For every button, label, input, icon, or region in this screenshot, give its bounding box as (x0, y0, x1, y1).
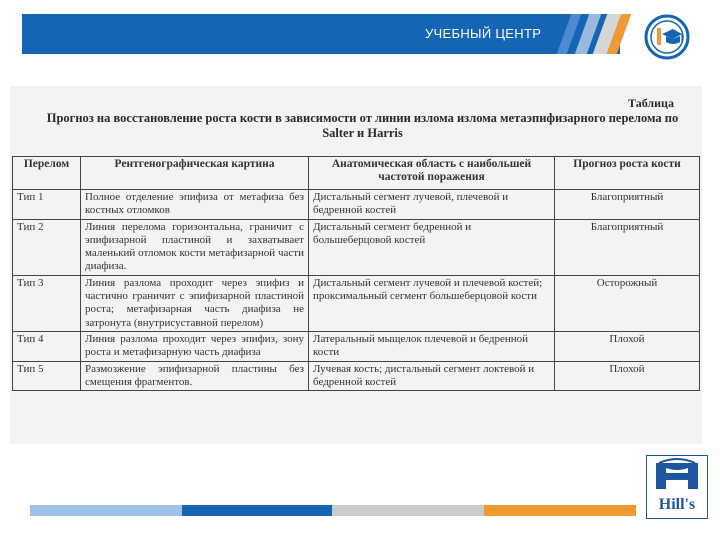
footer-bar-segment (30, 505, 182, 516)
table-row (13, 275, 700, 331)
xray-cell: Линия перелома горизонтальна, граничит с эпифизарной пластиной и захватывает маленький отломок кости метафизарной части диафиза. (81, 219, 309, 275)
prognosis-table (12, 156, 700, 391)
fracture-type-cell: Тип 4 (13, 331, 81, 361)
column-header: Прогноз роста кости (555, 157, 700, 190)
area-cell: Дистальный сегмент бедренной и большеберцовой костей (309, 219, 555, 275)
area-cell: Дистальный сегмент лучевой, плечевой и бедренной костей (309, 190, 555, 220)
document-label: Таблица (628, 96, 674, 110)
table-row (13, 219, 700, 275)
prognosis-cell: Осторожный (555, 275, 700, 331)
xray-cell: Размозжение эпифизарной пластины без смещения фрагментов. (81, 361, 309, 391)
table-row (13, 190, 700, 220)
xray-cell: Линия разлома проходит через эпифиз, зону роста и метафизарную часть диафиза (81, 331, 309, 361)
prognosis-cell: Благоприятный (555, 219, 700, 275)
footer-bar-segment (484, 505, 636, 516)
footer-bar-segment (332, 505, 484, 516)
xray-cell: Полное отделение эпифиза от метафиза без костных отломков (81, 190, 309, 220)
area-cell: Дистальный сегмент лучевой и плечевой костей; проксимальный сегмент большеберцовой кости (309, 275, 555, 331)
fracture-type-cell: Тип 3 (13, 275, 81, 331)
prognosis-cell: Благоприятный (555, 190, 700, 220)
fracture-type-cell: Тип 2 (13, 219, 81, 275)
column-header: Рентгенографическая картина (81, 157, 309, 190)
prognosis-cell: Плохой (555, 331, 700, 361)
graduation-cap-icon (644, 14, 690, 60)
header-title: УЧЕБНЫЙ ЦЕНТР (425, 26, 542, 41)
table-row (13, 361, 700, 391)
table-header-row (13, 157, 700, 190)
svg-text:Hill's: Hill's (658, 496, 696, 513)
area-cell: Лучевая кость; дистальный сегмент локтевой и бедренной костей (309, 361, 555, 391)
hills-logo (646, 455, 708, 519)
xray-cell: Линия разлома проходит через эпифиз и частично граничит с эпифизарной пластиной роста; метафизарная часть диафиза не затронута (внутрисуставной перелом) (81, 275, 309, 331)
column-header: Анатомическая область с наибольшей частотой поражения (309, 157, 555, 190)
fracture-type-cell: Тип 5 (13, 361, 81, 391)
area-cell: Латеральный мыщелок плечевой и бедренной кости (309, 331, 555, 361)
prognosis-cell: Плохой (555, 361, 700, 391)
footer-bar-segment (182, 505, 332, 516)
document-title: Прогноз на восстановление роста кости в зависимости от линии излома излома метаэпифизарного перелома по Salter и Harris (46, 111, 679, 140)
fracture-type-cell: Тип 1 (13, 190, 81, 220)
column-header: Перелом (13, 157, 81, 190)
table-row (13, 331, 700, 361)
